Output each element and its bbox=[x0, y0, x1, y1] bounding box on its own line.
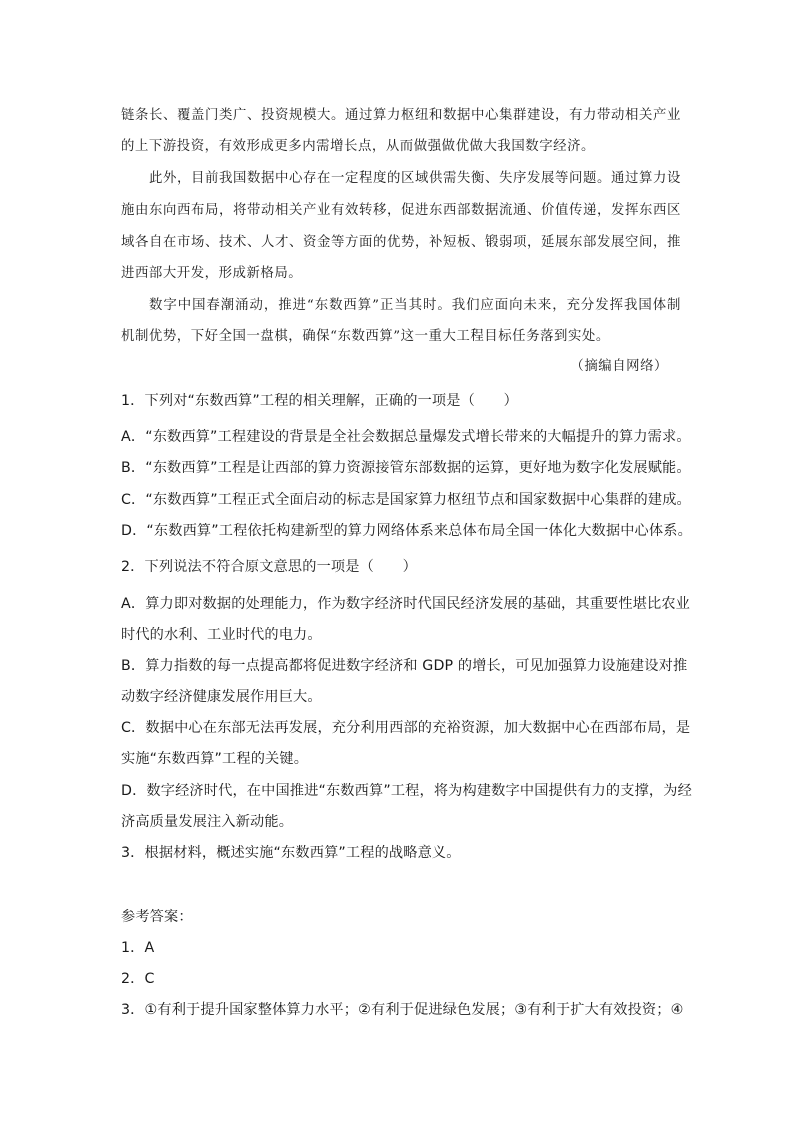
answers-title: 参考答案： bbox=[121, 909, 193, 925]
question-2-stem: 2．下列说法不符合原文意思的一项是（ ） bbox=[121, 559, 417, 575]
question-2-option-b-line1: B．算力指数的每一点提高都将促进数字经济和 GDP 的增长，可见加强算力设施建设对推 bbox=[121, 658, 688, 674]
question-2-option-d-line1: D．数字经济时代，在中国推进“东数西算”工程，将为构建数字中国提供有力的支撑，为经 bbox=[121, 783, 692, 799]
question-2-option-a-line1: A．算力即对数据的处理能力，作为数字经济时代国民经济发展的基础，其重要性堪比农业 bbox=[121, 596, 691, 612]
article-line-8: 机制优势，下好全国一盘棋，确保“东数西算”这一重大工程目标任务落到实处。 bbox=[121, 329, 610, 344]
article-line-1: 链条长、覆盖门类广、投资规模大。通过算力枢纽和数据中心集群建设，有力带动相关产业 bbox=[121, 108, 681, 123]
question-1-option-c: C．“东数西算”工程正式全面启动的标志是国家算力枢纽节点和国家数据中心集群的建成。 bbox=[121, 492, 691, 508]
question-2-option-d-line2: 济高质量发展注入新动能。 bbox=[121, 814, 294, 830]
question-1-stem: 1．下列对“东数西算”工程的相关理解，正确的一项是（ ） bbox=[121, 393, 518, 409]
question-2-option-a-line2: 时代的水利、工业时代的电力。 bbox=[121, 627, 322, 643]
question-2-option-c-line1: C．数据中心在东部无法再发展，充分利用西部的充裕资源，加大数据中心在西部布局，是 bbox=[121, 720, 691, 736]
question-3-stem: 3．根据材料，概述实施“东数西算”工程的战略意义。 bbox=[121, 845, 461, 861]
question-1-option-b: B．“东数西算”工程是让西部的算力资源接管东部数据的运算，更好地为数字化发展赋能。 bbox=[121, 460, 691, 476]
article-line-4: 施由东向西布局，将带动相关产业有效转移，促进东西部数据流通、价值传递，发挥东西区 bbox=[121, 203, 681, 218]
answer-2: 2．C bbox=[121, 971, 155, 987]
article-source: （摘编自网络） bbox=[570, 359, 668, 374]
question-1-option-d: D．“东数西算”工程依托构建新型的算力网络体系来总体布局全国一体化大数据中心体系。 bbox=[121, 523, 692, 539]
answer-3: 3．①有利于提升国家整体算力水平；②有利于促进绿色发展；③有利于扩大有效投资；④ bbox=[121, 1002, 684, 1018]
article-line-3: 此外，目前我国数据中心存在一定程度的区域供需失衡、失序发展等问题。通过算力设 bbox=[149, 171, 681, 186]
question-1-option-a: A．“东数西算”工程建设的背景是全社会数据总量爆发式增长带来的大幅提升的算力需求。 bbox=[121, 429, 691, 445]
question-2-option-b-line2: 动数字经济健康发展作用巨大。 bbox=[121, 689, 322, 705]
question-2-option-c-line2: 实施“东数西算”工程的关键。 bbox=[121, 751, 309, 767]
article-line-6: 进西部大开发，形成新格局。 bbox=[121, 266, 303, 281]
article-line-2: 的上下游投资，有效形成更多内需增长点，从而做强做优做大我国数字经济。 bbox=[121, 139, 595, 154]
answer-1: 1．A bbox=[121, 940, 155, 956]
article-line-5: 域各自在市场、技术、人才、资金等方面的优势，补短板、锻弱项，延展东部发展空间，推 bbox=[121, 235, 681, 250]
article-line-7: 数字中国春潮涌动，推进“东数西算”正当其时。我们应面向未来，充分发挥我国体制 bbox=[149, 298, 681, 313]
